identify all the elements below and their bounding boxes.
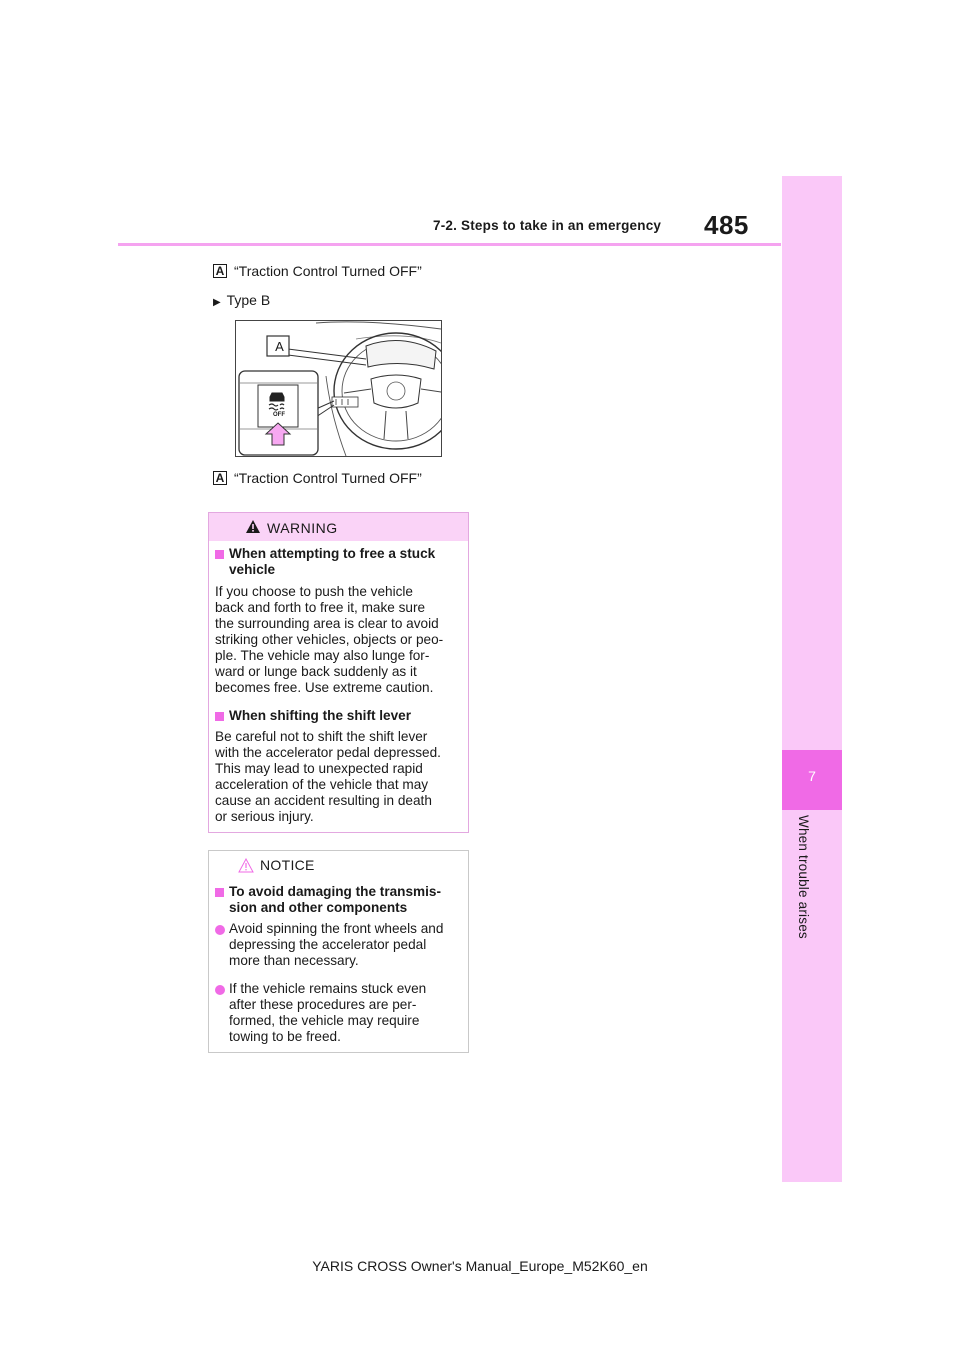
body-line: This may lead to unexpected rapid [215, 761, 423, 776]
bullet-line: formed, the vehicle may require [229, 1013, 420, 1028]
body-line: back and forth to free it, make sure [215, 600, 426, 615]
bullet-line: towing to be freed. [229, 1029, 341, 1044]
body-line: acceleration of the vehicle that may [215, 777, 429, 792]
type-marker-label: Type B [226, 292, 271, 308]
body-line: becomes free. Use extreme caution. [215, 680, 434, 695]
body-line: ward or lunge back suddenly as it [215, 664, 417, 679]
callout-label-box: A [213, 264, 227, 278]
chapter-side-tab [782, 176, 842, 1182]
footer-manual-id: YARIS CROSS Owner's Manual_Europe_M52K60_en [312, 1258, 648, 1274]
heading-line: When attempting to free a stuck [229, 546, 436, 561]
square-bullet-icon [215, 888, 224, 897]
warning-title: WARNING [267, 520, 338, 536]
caption-text: “Traction Control Turned OFF” [234, 470, 422, 486]
square-bullet-icon [215, 550, 224, 559]
body-line: ple. The vehicle may also lunge for- [215, 648, 430, 663]
heading-line: When shifting the shift lever [229, 708, 412, 723]
bullet-line: after these procedures are per- [229, 997, 417, 1012]
steering-wheel-illustration [236, 321, 441, 456]
figure-callout-label: A [275, 339, 284, 354]
warning-header [209, 513, 468, 541]
section-title: 7-2. Steps to take in an emergency [433, 218, 662, 233]
body-line: or serious injury. [215, 809, 314, 824]
chapter-label: When trouble arises [796, 815, 811, 939]
notice-bullet-text [229, 921, 443, 969]
heading-line: To avoid damaging the transmis- [229, 884, 441, 899]
page-number: 485 [704, 210, 749, 240]
bullet-line: depressing the accelerator pedal [229, 937, 427, 952]
body-line: with the accelerator pedal depressed. [215, 745, 441, 760]
warning-item-body [215, 584, 443, 696]
body-line: the surrounding area is clear to avoid [215, 616, 439, 631]
heading-line: vehicle [229, 562, 276, 577]
warning-item-heading [229, 546, 435, 578]
notice-triangle-icon [238, 858, 254, 873]
bullet-line: Avoid spinning the front wheels and [229, 921, 444, 936]
caption-text: “Traction Control Turned OFF” [234, 263, 422, 279]
body-line: Be careful not to shift the shift lever [215, 729, 428, 744]
heading-line: sion and other components [229, 900, 408, 915]
chapter-number: 7 [808, 768, 816, 784]
notice-header [209, 851, 468, 879]
warning-triangle-icon [245, 519, 261, 534]
notice-bullet-text [229, 981, 426, 1045]
body-line: cause an accident resulting in death [215, 793, 432, 808]
body-line: If you choose to push the vehicle [215, 584, 413, 599]
callout-label-box: A [213, 471, 227, 485]
notice-title: NOTICE [260, 857, 315, 873]
header-rule [118, 243, 781, 246]
bullet-line: If the vehicle remains stuck even [229, 981, 427, 996]
round-bullet-icon [215, 925, 225, 935]
dashboard-illustration [235, 320, 442, 457]
body-line: striking other vehicles, objects or peo- [215, 632, 444, 647]
off-button-text: OFF [273, 412, 285, 418]
triangle-bullet-icon: ▶ [213, 297, 221, 308]
square-bullet-icon [215, 712, 224, 721]
round-bullet-icon [215, 985, 225, 995]
chapter-label-container [774, 815, 834, 965]
warning-item-body [215, 729, 441, 825]
warning-item-heading [229, 708, 411, 724]
type-marker [213, 292, 270, 308]
bullet-line: more than necessary. [229, 953, 359, 968]
notice-heading [229, 884, 441, 916]
